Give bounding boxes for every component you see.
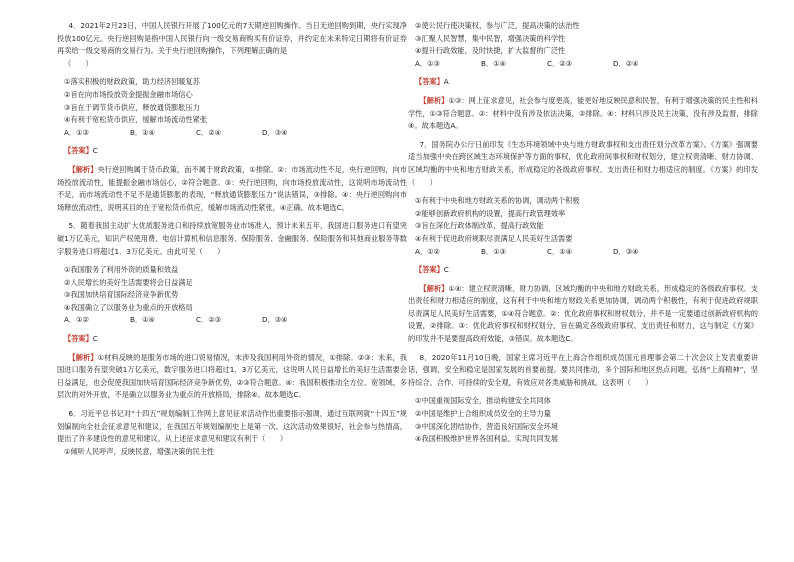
q7-choice-b: B．①③ — [481, 246, 507, 256]
q5-option-2: ②人民增长的美好生活需要将会日益满足 — [64, 277, 193, 287]
q7-option-1: ①有利于中央和地方财政关系的协调，调动两个积极 — [415, 196, 580, 206]
q4-choice-d: D．③④ — [262, 127, 288, 137]
q5-option-1: ①我国服务了利用外资的质量和效益 — [64, 265, 179, 275]
q7-answer — [415, 264, 758, 277]
analysis-tag: 【解析】 — [68, 352, 98, 362]
q6-option-4: ④提升行政效能，及时快捷，扩大监督的广泛性 — [415, 46, 566, 56]
answer-tag: 【答案】 — [64, 334, 93, 344]
q5-answer — [64, 333, 407, 346]
q7-analysis — [408, 283, 758, 346]
right-column — [408, 20, 758, 446]
q5-option-4: ④我国确立了以服务业为重点的开放格局 — [64, 302, 193, 312]
q7-option-4: ④有利于促进政府规职尽责满足人民美好生活需要 — [415, 233, 573, 243]
q5-analysis-text: ①材料反映的是服务市场的进口贸易情况，未涉及我国利用外资的情况，①排除。②③：未来，我国进口服务有望突破1万亿美元，数字服务进口将超过1．3万亿美元，这说明人民日益增长的美好生活需要会日益满足，也会促使我国加快培育国际经济竞争新优势，②③符合题意。④：我国积极推动全方位、宽领域、多层次的对外开放，不是确立以服务业为重点的开放格局，排除④。故本题选C。 — [57, 352, 407, 400]
q7-choice-a: A．①② — [415, 246, 440, 256]
answer-tag: 【答案】 — [415, 77, 444, 87]
q6-choice-b: B．①④ — [481, 58, 507, 68]
q5-choice-d: D．③④ — [262, 315, 288, 325]
q4-analysis-text: 央行逆回购属于货币政策，而不属于财政政策，①排除。②：市场流动性不足，央行逆回购，向市场投放流动性，能提振金融市场信心，②符合题意。③：央行逆回购，向市场投放流动性，这说明市场流动性不足，而市场流动性不足不是通货膨胀的表现，“释放通货膨胀压力”说法错误，③排除。④：央行逆回购向市场释放流动性，说明其目的在于宽松货币供应，缓解市场流动性紧张，④正确。故本题选C。 — [57, 164, 407, 212]
q7-answer-value: C — [443, 265, 449, 275]
q6-choice-a: A．①③ — [415, 58, 440, 68]
answer-tag: 【答案】 — [64, 146, 93, 156]
q6-analysis-text: ①③：网上征求意见，社会参与度更高，能更好地反映民意和民智，有利于增强决策的民主性和科学性，①③符合题意。②：材料中没有涉及依法决策，②排除。④：材料只涉及民主决策，没有涉及监督，排除④。故本题选A。 — [408, 95, 758, 131]
q4-choice-a: A．①③ — [64, 127, 89, 137]
q7-choices — [415, 246, 758, 259]
q6-option-3: ③汇聚人民智慧，集中民智，增强决策的科学性 — [415, 33, 566, 43]
q5-stem: 5．随着我国主动扩大优质服务进口和持续放宽服务业市场准入，预计未来五年，我国进口服务进口有望突破1万亿美元，知识产权使用费、电信计算机和信息服务、保险服务、金融服务、保险服务和其他商业服务等数字服务进口将超过1．3万亿美元。由此可见（ ） — [57, 221, 407, 256]
q5-answer-value: C — [92, 334, 98, 344]
q6-choice-d: D．②④ — [613, 58, 639, 68]
q4-option-1: ①落实积极的财政政策，助力经济回暖复苏 — [64, 77, 200, 87]
q7-analysis-text: ①④：建立权责清晰、财力协调、区域均衡的中央和地方财政关系，形成稳定的各级政府事权、支出责任和财力相适应的制度，这有利于中央和地方财政关系更加协调，调动两个积极性，有利于促进政府规职尽责满足人民美好生活需要，①④符合题意。②：优化政府事权和财权划分，并不是一定要通过创新政府机构的设置，②排除。③：优化政府事权和财权划分，旨在确定各级政府事权、支出责任和财力，这与制定《方案》的印发并不是要提高政府效能，③错误。故本题选C。 — [408, 283, 758, 344]
q6-answer-value: A — [443, 77, 449, 87]
q4-paren: （ ） — [64, 58, 93, 68]
left-column — [57, 20, 407, 458]
q7-choice-c: C．①④ — [547, 246, 573, 256]
q5-choices — [64, 314, 407, 327]
q4-option-2: ②旨在向市场投放资金提振金融市场信心 — [64, 89, 193, 99]
analysis-tag: 【解析】 — [419, 95, 449, 105]
q4-choice-c: C．②④ — [196, 127, 222, 137]
q8-option-4: ④我国积极维护世界各国利益，实现共同发展 — [415, 434, 559, 444]
q4-stem: 4．2021年2月23日，中国人民银行开展了100亿元的7天期逆回购操作。当日无逆回购到期，央行实现净投放100亿元。央行逆回购是指中国人民银行向一级交易商购买有价证券，并约定在未来特定日期将有价证券再卖给一级交易商的交易行为。关于央行逆回购操作，下列理解正确的是 — [57, 21, 407, 56]
q4-choice-b: B．①④ — [130, 127, 156, 137]
q5-analysis — [57, 352, 407, 402]
q8-option-3: ③中国深化团结协作，营造良好国际安全环境 — [415, 421, 559, 431]
q7-option-2: ②能够创新政府机构的设置，提高行政管理效率 — [415, 208, 566, 218]
q4-option-3: ③旨在于调节货币供应，释放通货膨胀压力 — [64, 102, 200, 112]
q4-analysis — [57, 164, 407, 214]
q4-answer-value: C — [92, 146, 98, 156]
q5-choice-a: A．①② — [64, 315, 89, 325]
analysis-tag: 【解析】 — [419, 283, 449, 293]
q8-option-2: ②中国是维护上合组织成员安全的主导力量 — [415, 409, 551, 419]
answer-tag: 【答案】 — [415, 265, 444, 275]
q5-option-3: ③我国加快培育国际经济竞争新优势 — [64, 290, 179, 300]
q6-option-2: ②使公民行使决策权，参与广泛，提高决策的法治性 — [415, 21, 580, 30]
q6-choice-c: C．②③ — [547, 58, 573, 68]
q4-option-4: ④有利于宽松货币供应，缓解市场流动性紧张 — [64, 115, 208, 125]
q5-choice-c: C．②③ — [196, 315, 222, 325]
q7-choice-d: D．③④ — [613, 246, 639, 256]
q6-stem: 6．习近平总书记对“十四五”规划编制工作网上意见征求活动作出重要指示强调，通过互联网就“十四五”规划编制向全社会征求意见和建议，在我国五年规划编制史上是第一次。这次活动效果很好，社会参与热情高，提出了许多建设性的意见和建议。从上述征求意见和建议有利于（ ） — [57, 409, 407, 444]
q6-answer — [415, 76, 758, 89]
q6-option-1: ①倾听人民呼声，反映民意，增强决策的民主性 — [64, 446, 215, 456]
q8-stem: 8．2020年11月10日晚，国家主席习近平在上海合作组织成员国元首理事会第二十次会议上发表重要讲话，强调，安全和稳定是国家发展的首要前提。要共同推动，多个国际和地区热点问题，弘扬“上海精神”，坚持综合、合作、可持续的安全观，有效应对各类威胁和挑战。这表明（ ） — [408, 352, 758, 387]
q5-choice-b: B．①④ — [130, 315, 156, 325]
q6-analysis — [408, 95, 758, 133]
q4-answer — [64, 145, 407, 158]
analysis-tag: 【解析】 — [68, 164, 98, 174]
q4-choices — [64, 127, 407, 140]
q6-choices — [415, 58, 758, 71]
q7-stem: 7．国务院办公厅日前印发《生态环境领域中央与地方财政事权和支出责任划分改革方案》。《方案》强调要适当加强中央在跨区域生态环境保护等方面的事权，优化政府间事权和财权划分，建立权责清晰、财力协调、区域均衡的中央和地方财政关系，形成稳定的各级政府事权、支出责任和财力相适应的制度。《方案》的印发（ ） — [408, 139, 758, 187]
q8-option-1: ①中国重视国际安全，推动构建安全共同体 — [415, 396, 551, 406]
q7-option-3: ③旨在深化行政体制改革，提高行政效能 — [415, 221, 544, 231]
